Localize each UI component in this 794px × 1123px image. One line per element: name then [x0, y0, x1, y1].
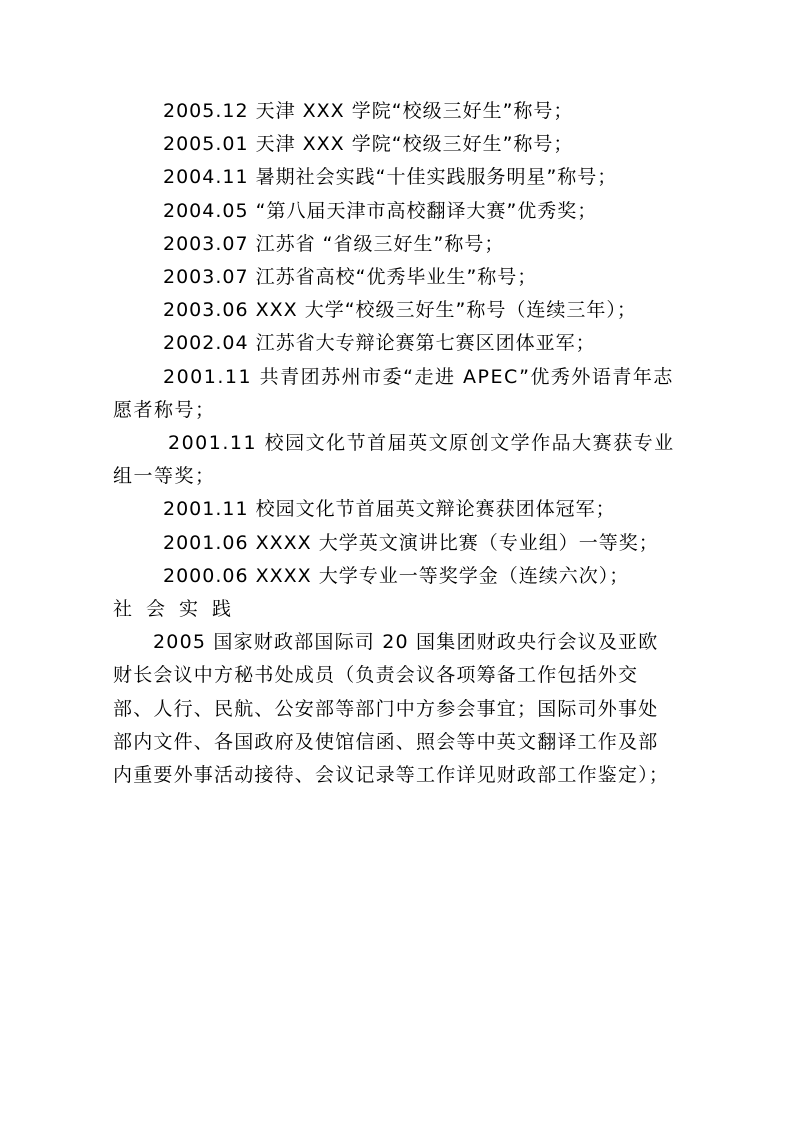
award-item: 2004.11 暑期社会实践“十佳实践服务明星”称号；	[163, 166, 618, 189]
practice-paragraph: 2005 国家财政部国际司 20 国集团财政央行会议及亚欧财长会议中方秘书处成员（负责会议各项筹备工作包括外交部、人行、民航、公安部等部门中方参会事宜；国际司外事处部内文件、各国政府及使馆信函、照会等中英文翻译工作及部内重要外事活动接待、会议记录等工作详见财政部工作鉴定）；	[113, 631, 670, 787]
award-item: 2001.06 XXXX 大学英文演讲比赛（专业组）一等奖；	[163, 531, 659, 554]
award-item: 2002.04 江苏省大专辩论赛第七赛区团体亚军；	[163, 332, 596, 355]
award-item: 2003.07 江苏省高校“优秀毕业生”称号；	[163, 266, 538, 289]
award-item: 2000.06 XXXX 大学专业一等奖学金（连续六次）；	[163, 564, 630, 587]
document-body	[113, 95, 678, 792]
award-item: 2001.11 校园文化节首届英文辩论赛获团体冠军；	[163, 498, 616, 521]
award-item: 2005.01 天津 XXX 学院“校级三好生”称号；	[163, 133, 574, 156]
award-item: 2001.11 共青团苏州市委“走进 APEC”优秀外语青年志愿者称号；	[113, 365, 674, 421]
award-item: 2003.07 江苏省 “省级三好生”称号；	[163, 232, 505, 255]
award-item: 2003.06 XXX 大学“校级三好生”称号（连续三年）；	[163, 299, 637, 322]
award-item: 2001.11 校园文化节首届英文原创文学作品大赛获专业组一等奖；	[113, 432, 675, 488]
section-heading: 社会实践	[113, 598, 246, 621]
award-item: 2004.05 “第八届天津市高校翻译大赛”优秀奖；	[163, 199, 598, 222]
award-item: 2005.12 天津 XXX 学院“校级三好生”称号；	[163, 100, 574, 122]
